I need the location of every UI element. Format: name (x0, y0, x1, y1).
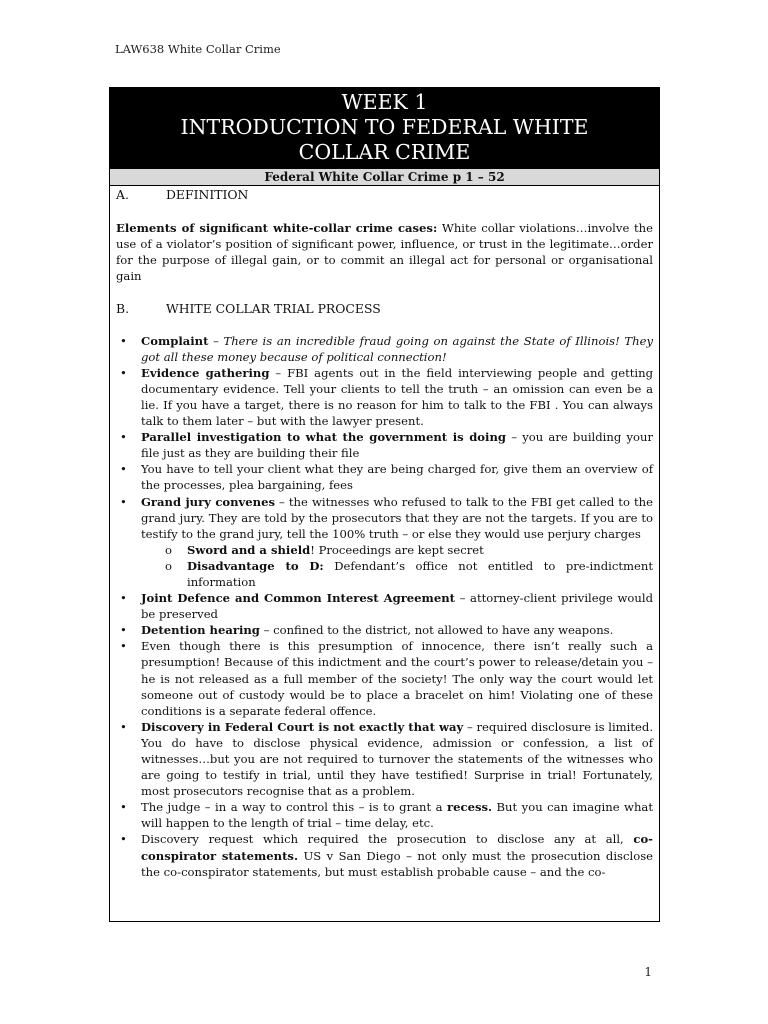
bullet-text: – required disclosure is limited. You do have to disclose physical evidence, admission or confession, a list of witnesses…but you are not required to turnover the statements of the witnesses who are going to testify in trial, until they have testified! Surprise in trial! Fortunately, most prosecutors recognise that as a problem. (141, 719, 654, 799)
bullet-term: recess. (447, 800, 493, 815)
bullet-term: Complaint (141, 333, 209, 348)
bullet-text: Discovery request which required the prosecution to disclose any at all, (141, 832, 634, 847)
document-body (110, 187, 659, 880)
bullet-term: Parallel investigation to what the government is doing (141, 430, 506, 445)
title-line-1: WEEK 1 (341, 90, 428, 114)
bullet-text: Even though there is this presumption of innocence, there isn’t really such a presumption! Because of this indictment and the court’s power to release/detain you – he is not released as a full member of the society! The only way the court would let someone out of custody would be to place a bracelet on him! Violating one of these conditions is a separate federal offence. (141, 639, 653, 718)
list-item (116, 494, 653, 591)
list-item (116, 638, 653, 718)
page-header: LAW638 White Collar Crime (115, 42, 281, 56)
list-item (116, 365, 653, 429)
page-number: 1 (644, 965, 652, 979)
section-b-label: B. (116, 301, 130, 317)
content-frame (109, 87, 660, 922)
bullet-text: – FBI agents out in the field interviewing people and getting documentary evidence. Tell your clients to tell the truth – an omission can even be a lie. If you have a target, there is no reason for him to talk to the FBI . You can always talk to them later – but with the lawyer present. (141, 365, 653, 429)
bullet-text: You have to tell your client what they are being charged for, give them an overview of the processes, plea bargaining, fees (141, 462, 653, 493)
bullet-text: – you are building your file just as they are building their file (141, 430, 653, 461)
list-item (116, 622, 653, 638)
bullet-term: co-conspirator statements. (141, 832, 653, 863)
section-b-title: WHITE COLLAR TRIAL PROCESS (166, 301, 381, 317)
bullet-term: Discovery in Federal Court is not exactly that way (141, 719, 464, 734)
bullet-text: But you can imagine what will happen to the length of trial – time delay, etc. (141, 800, 653, 831)
definition-term: Elements of significant white-collar crime cases: (116, 221, 438, 236)
bullet-text: – attorney-client privilege would be preserved (141, 591, 653, 622)
sub-bullet-text: Defendant’s office not entitled to pre-indictment information (187, 558, 653, 589)
title-line-3: COLLAR CRIME (298, 140, 471, 164)
bullet-term: Detention hearing (141, 623, 260, 638)
sub-list-item (165, 542, 653, 558)
bullet-text: – (208, 333, 224, 348)
title-line-2: INTRODUCTION TO FEDERAL WHITE (180, 115, 589, 139)
sub-list (141, 542, 653, 590)
bullet-text: – the witnesses who refused to talk to the FBI get called to the grand jury. They are told by the prosecutors that they are not the targets. If you are to testify to the grand jury, tell the 100% truth – or else they would use perjury charges (141, 494, 653, 541)
definition-text: White collar violations…involve the use of a violator’s position of significant power, influence, or trust in the legitimate…order for the purpose of illegal gain, or to commit an illegal act for personal or organisational gain (116, 221, 653, 284)
list-item (116, 719, 653, 799)
list-item (116, 333, 653, 365)
list-item (116, 799, 653, 831)
section-a-title: DEFINITION (166, 187, 249, 202)
list-item (116, 590, 653, 622)
list-item (116, 461, 653, 493)
bullet-text: US v San Diego – not only must the prosecution disclose the co-conspirator statements, but must establish probable cause – and the co- (141, 848, 654, 879)
circle-bullet-icon: o (165, 542, 172, 557)
circle-bullet-icon: o (165, 558, 172, 573)
title-band (110, 88, 659, 168)
sub-bullet-text: ! Proceedings are kept secret (310, 542, 484, 557)
sub-list-item (165, 558, 653, 590)
list-item (116, 429, 653, 461)
sub-bullet-term: Sword and a shield (187, 542, 311, 557)
list-item (116, 831, 653, 879)
bullet-text: – confined to the district, not allowed to have any weapons. (259, 623, 614, 638)
section-a-label: A. (116, 187, 129, 202)
bullet-term: Evidence gathering (141, 365, 270, 380)
sub-bullet-term: Disadvantage to D: (187, 558, 324, 573)
section-b-heading (116, 301, 653, 317)
bullet-quote: There is an incredible fraud going on against the State of Illinois! They got all these money because of political connection! (141, 333, 653, 364)
bullet-term: Grand jury convenes (141, 494, 275, 509)
bullet-term: Joint Defence and Common Interest Agreement (141, 591, 455, 606)
trial-process-list (116, 333, 653, 880)
section-a-heading (116, 187, 653, 203)
bullet-text: The judge – in a way to control this – is to grant a (141, 800, 448, 815)
definition-paragraph (116, 220, 653, 284)
subtitle-band: Federal White Collar Crime p 1 – 52 (110, 168, 659, 186)
